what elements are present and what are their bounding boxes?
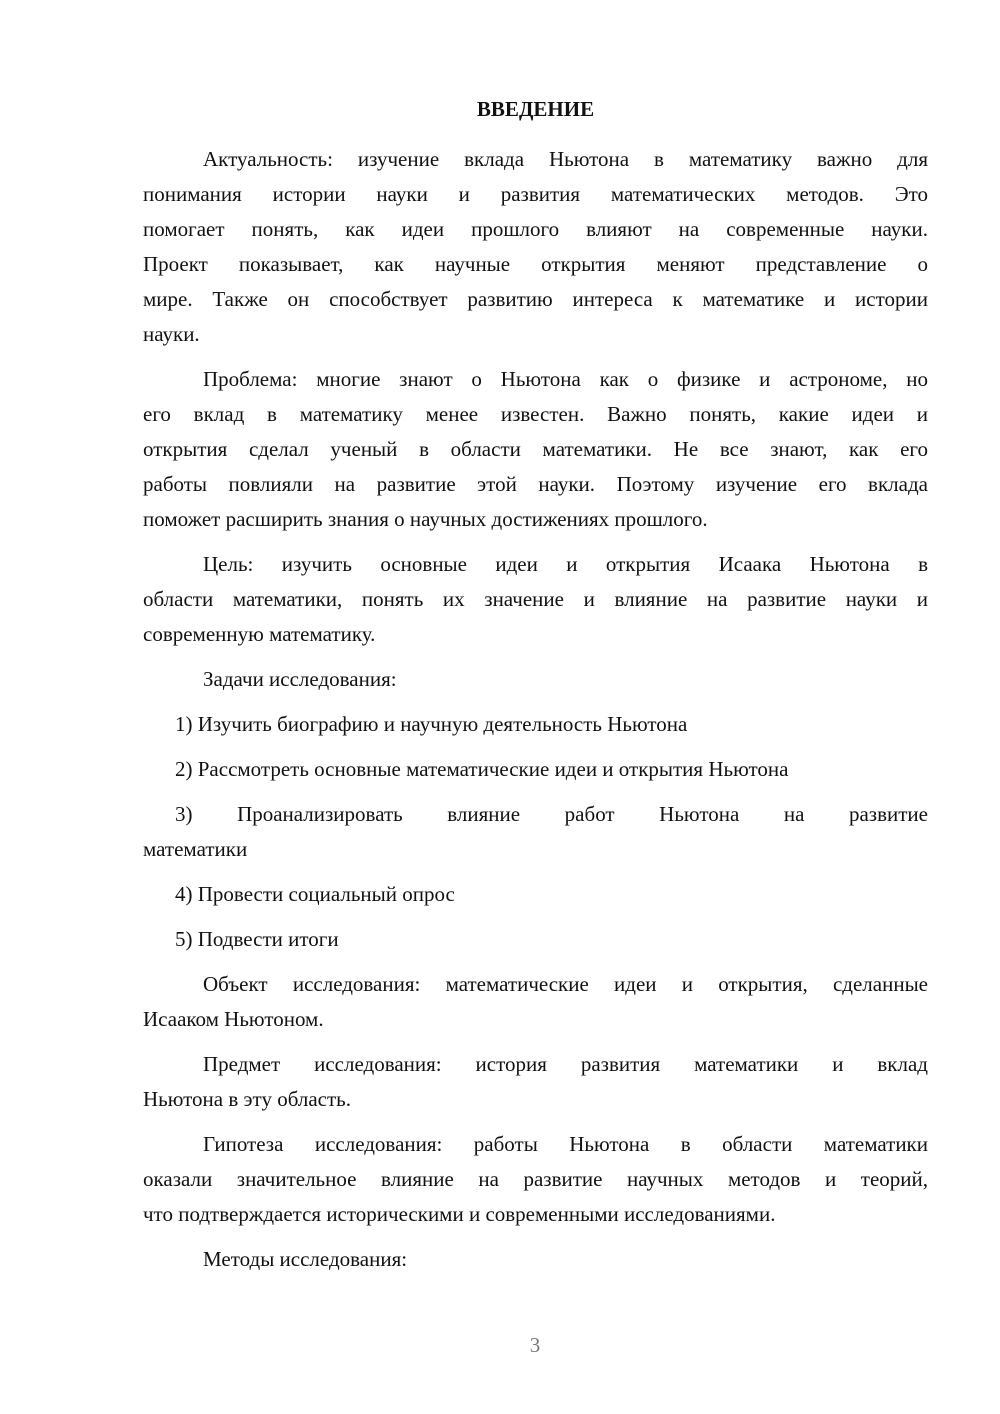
task-list-item (143, 752, 928, 787)
paragraph (143, 1047, 928, 1117)
task-list-item (143, 922, 928, 957)
text-line: области математики, понять их значение и влияние на развитие науки и (143, 587, 928, 611)
text-line: 5) Подвести итоги (175, 927, 339, 951)
text-line: науки. (143, 322, 200, 346)
text-line: его вклад в математику менее известен. Важно понять, какие идеи и (143, 402, 928, 426)
paragraph (143, 142, 928, 352)
paragraph (143, 1242, 928, 1277)
document-body (143, 142, 928, 1277)
section-title: ВВЕДЕНИЕ (476, 97, 595, 121)
paragraph (143, 967, 928, 1037)
text-line: открытия сделал ученый в области математики. Не все знают, как его (143, 437, 928, 461)
text-line: поможет расширить знания о научных достижениях прошлого. (143, 507, 708, 531)
text-line: понимания истории науки и развития математических методов. Это (143, 182, 928, 206)
text-line: помогает понять, как идеи прошлого влияют на современные науки. (143, 217, 928, 241)
paragraph (143, 662, 928, 697)
text-line: Проект показывает, как научные открытия меняют представление о (143, 252, 928, 276)
paragraph (143, 362, 928, 537)
text-line: Актуальность: изучение вклада Ньютона в математику важно для (203, 147, 928, 171)
text-line: работы повлияли на развитие этой науки. Поэтому изучение его вклада (143, 472, 928, 496)
text-line: Исааком Ньютоном. (143, 1007, 324, 1031)
document-page (143, 92, 928, 1277)
text-line: Проблема: многие знают о Ньютона как о физике и астрономе, но (203, 367, 928, 391)
text-line: Предмет исследования: история развития математики и вклад (203, 1052, 928, 1076)
text-line: современную математику. (143, 622, 376, 646)
text-line: Объект исследования: математические идеи и открытия, сделанные (203, 972, 928, 996)
text-line: 1) Изучить биографию и научную деятельность Ньютона (175, 712, 688, 736)
text-line: Методы исследования: (203, 1247, 408, 1271)
text-line: Гипотеза исследования: работы Ньютона в области математики (203, 1132, 928, 1156)
text-line: 3) Проанализировать влияние работ Ньютона на развитие (175, 802, 928, 826)
text-line: Ньютона в эту область. (143, 1087, 351, 1111)
task-list-item (143, 797, 928, 867)
text-line: что подтверждается историческими и современными исследованиями. (143, 1202, 776, 1226)
text-line: Задачи исследования: (203, 667, 397, 691)
text-line: математики (143, 837, 248, 861)
task-list-item (143, 877, 928, 912)
text-line: 4) Провести социальный опрос (175, 882, 455, 906)
text-line: мире. Также он способствует развитию интереса к математике и истории (143, 287, 928, 311)
text-line: Цель: изучить основные идеи и открытия Исаака Ньютона в (203, 552, 928, 576)
page-number: 3 (529, 1333, 541, 1357)
text-line: оказали значительное влияние на развитие научных методов и теорий, (143, 1167, 928, 1191)
paragraph (143, 1127, 928, 1232)
text-line: 2) Рассмотреть основные математические идеи и открытия Ньютона (175, 757, 789, 781)
paragraph (143, 547, 928, 652)
task-list-item (143, 707, 928, 742)
